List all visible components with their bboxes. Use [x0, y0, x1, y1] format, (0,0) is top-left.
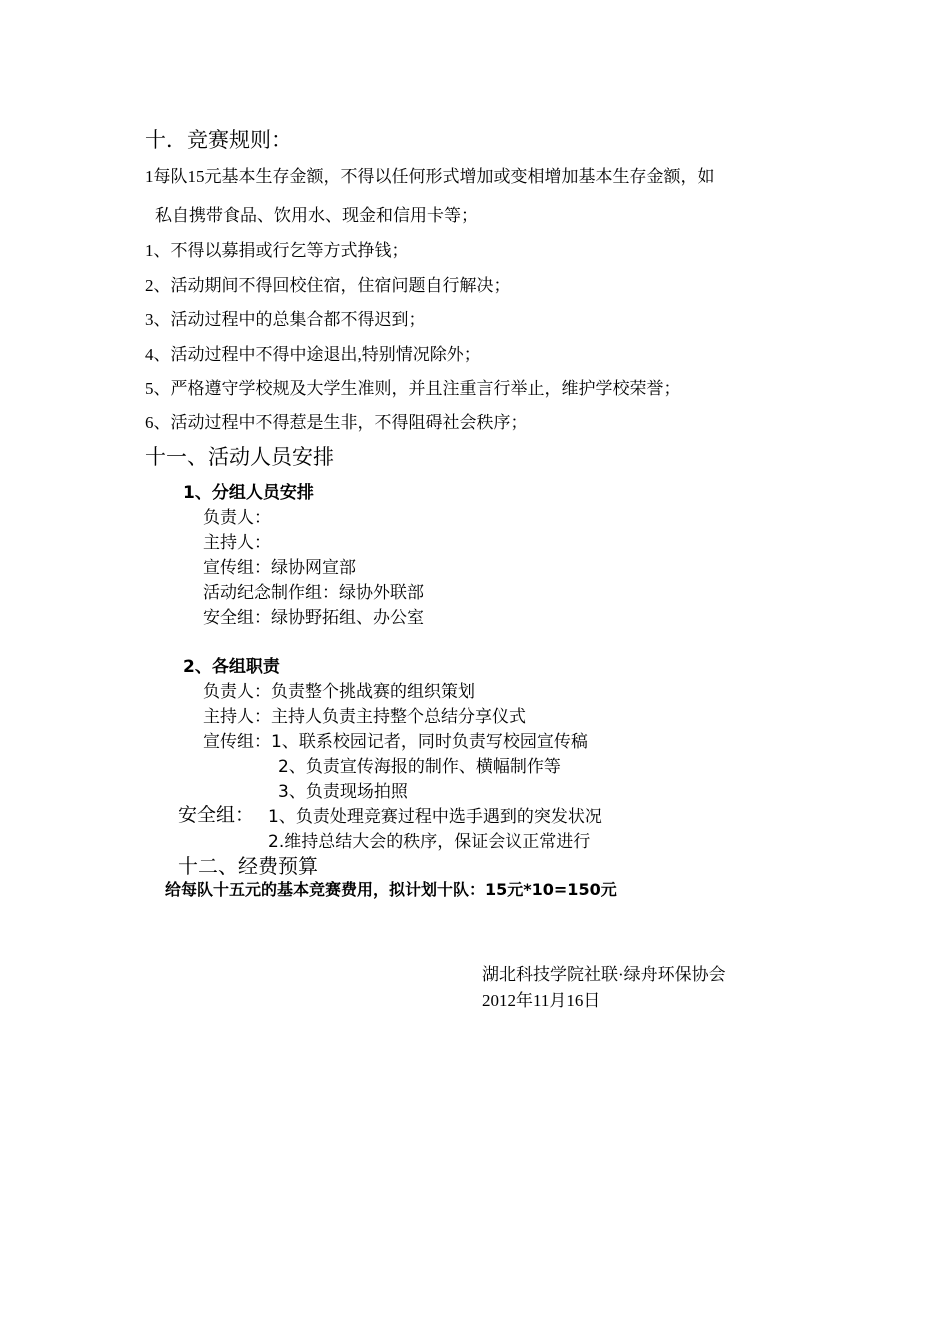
rules-item: 私自携带食品、饮用水、现金和信用卡等；	[155, 206, 478, 225]
safety-label: 安全组：	[178, 804, 255, 826]
budget-heading: 十二、经费预算	[178, 854, 318, 878]
rules-item: 5、严格遵守学校规及大学生准则，并且注重言行举止，维护学校荣誉；	[145, 379, 681, 398]
group-line: 活动纪念制作组：绿协外联部	[203, 583, 424, 603]
group-line: 负责人：	[203, 508, 271, 528]
duty-line: 负责人：负责整个挑战赛的组织策划	[203, 682, 475, 702]
group-line: 安全组：绿协野拓组、办公室	[203, 608, 424, 628]
rules-item: 2、活动期间不得回校住宿，住宿问题自行解决；	[145, 276, 511, 295]
staff-heading: 十一、活动人员安排	[145, 445, 334, 469]
safety-line: 2.维持总结大会的秩序，保证会议正常进行	[268, 832, 591, 852]
safety-line: 1、负责处理竞赛过程中选手遇到的突发状况	[268, 807, 602, 827]
rules-item: 1、不得以募捐或行乞等方式挣钱；	[145, 241, 409, 260]
group-line: 主持人：	[203, 533, 271, 553]
duty-subheading: 2、各组职责	[183, 657, 280, 677]
duty-line: 2、负责宣传海报的制作、横幅制作等	[278, 757, 561, 777]
rules-item: 1每队15元基本生存金额，不得以任何形式增加或变相增加基本生存金额，如	[145, 167, 715, 186]
budget-text: 给每队十五元的基本竞赛费用，拟计划十队：15元*10=150元	[165, 880, 617, 899]
signature-org: 湖北科技学院社联·绿舟环保协会	[482, 965, 726, 984]
rules-item: 4、活动过程中不得中途退出,特别情况除外；	[145, 345, 481, 364]
signature-date: 2012年11月16日	[482, 991, 601, 1010]
duty-line: 主持人：主持人负责主持整个总结分享仪式	[203, 707, 526, 727]
rules-heading: 十．竞赛规则：	[145, 128, 292, 152]
rules-item: 6、活动过程中不得惹是生非，不得阻碍社会秩序；	[145, 413, 528, 432]
duty-line: 宣传组：1、联系校园记者，同时负责写校园宣传稿	[203, 732, 588, 752]
group-subheading: 1、分组人员安排	[183, 483, 314, 503]
group-line: 宣传组：绿协网宣部	[203, 558, 356, 578]
duty-line: 3、负责现场拍照	[278, 782, 408, 802]
rules-item: 3、活动过程中的总集合都不得迟到；	[145, 310, 426, 329]
